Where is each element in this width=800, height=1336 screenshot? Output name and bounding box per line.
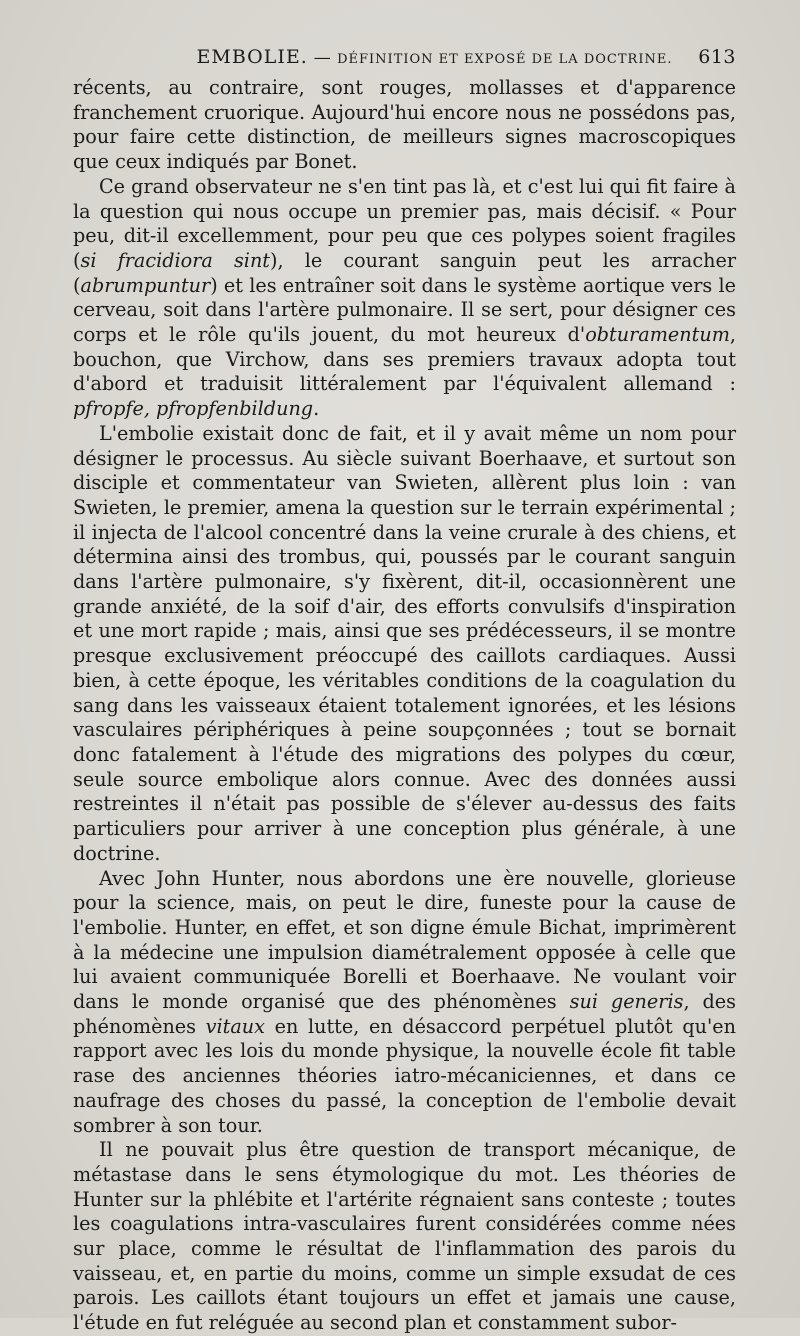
text-run: ), le courant sanguin peut les arracher ( xyxy=(73,248,736,297)
italic-term: abrumpuntur xyxy=(80,273,211,297)
paragraph-p4 xyxy=(73,1138,736,1336)
text-run: , bouchon, que Virchow, dans ses premiers travaux adopta tout d'abord et traduisit littéralement par l'équivalent allemand : xyxy=(73,323,736,396)
text-run: récents, au contraire, sont rouges, mollasses et d'apparence franchement cruorique. Aujourd'hui encore nous ne possédons pas, pour faire cette distinction, de meilleurs signes macroscopiques que ceux indiqués par Bonet. xyxy=(73,76,736,174)
italic-term: vitaux xyxy=(205,1014,265,1038)
running-head-dash: — xyxy=(313,48,332,68)
italic-term: si fracidiora sint xyxy=(80,248,271,272)
text-run: Il ne pouvait plus être question de transport mécanique, de métastase dans le sens étymologique du mot. Les théories de Hunter sur la phlébite et l'artérite régnaient sans conteste ; toutes les coagulations intra-vasculaires furent considérées comme nées sur place, comme le résultat de l'inflammation des parois du vaisseau, et, en partie du moins, comme un simple exsudat de ces parois. Les caillots étant toujours un effet et jamais une cause, l'étude en fut reléguée au second plan et constamment subor- xyxy=(73,1138,736,1335)
paragraph-p0 xyxy=(73,76,736,175)
text-run: , des phénomènes xyxy=(73,990,736,1038)
text-run: . xyxy=(313,397,320,421)
text-run: L'embolie existait donc de fait, et il y avait même un nom pour désigner le processus. Au siècle suivant Boerhaave, et surtout son disciple et commentateur van Swieten, allèrent plus loin : van Swieten, le premier, amena la question sur le terrain expérimental ; il injecta de l'alcool concentré dans la veine crurale à des chiens, et détermina ainsi des trombus, qui, poussés par le courant sanguin dans l'artère pulmonaire, s'y fixèrent, dit-il, occasionnèrent une grande anxiété, de la soif d'air, des efforts convulsifs d'inspiration et une mort rapide ; mais, ainsi que ses prédécesseurs, il se montre presque exclusivement préoccupé des caillots cardiaques. Aussi bien, à cette époque, les véritables conditions de la coagulation du sang dans les vaisseaux étaient totalement ignorées, et les lésions vasculaires périphériques à peine soupçonnées ; tout se bornait donc fatalement à l'étude des migrations des polypes du cœur, seule source embolique alors connue. Avec des données aussi restreintes il n'était pas possible de s'élever au-dessus des faits particuliers pour arriver à une conception plus générale, à une doctrine. xyxy=(73,421,736,865)
body-text xyxy=(73,76,736,1336)
running-head-title: EMBOLIE. xyxy=(196,46,308,68)
text-run: Avec John Hunter, nous abordons une ère nouvelle, glorieuse pour la science, mais, on peut le dire, funeste pour la cause de l'embolie. Hunter, en effet, et son digne émule Bichat, imprimèrent à la médecine une impulsion diamétralement opposée à celle que lui avaient communiquée Borelli et Boerhaave. Ne voulant voir dans le monde organisé que des phénomènes xyxy=(73,866,736,1014)
paragraph-p3 xyxy=(73,867,736,1139)
text-run: ) et les entraîner soit dans le système aortique vers le cerveau, soit dans l'artère pulmonaire. Il se sert, pour désigner ces corps et le rôle qu'ils jouent, du mot heureux d' xyxy=(73,273,736,347)
italic-term: sui generis xyxy=(569,990,684,1014)
paragraph-p2 xyxy=(73,422,736,867)
page-number: 613 xyxy=(698,46,736,68)
italic-term: obturamentum xyxy=(585,323,730,347)
text-run: Ce grand observateur ne s'en tint pas là, et c'est lui qui fit faire à la question qui nous occupe un premier pas, mais décisif. « Pour peu, dit-il excellemment, pour peu que ces polypes soient fragiles ( xyxy=(73,174,736,272)
running-head xyxy=(133,46,736,76)
paragraph-p1 xyxy=(73,175,736,422)
text-run: en lutte, en désaccord perpétuel plutôt qu'en rapport avec les lois du monde physique, la nouvelle école fit table rase des anciennes théories iatro-mécaniciennes, et dans ce naufrage des choses du passé, la conception de l'embolie devait sombrer à son tour. xyxy=(73,1014,736,1137)
running-head-subtitle: DÉFINITION ET EXPOSÉ DE LA DOCTRINE. xyxy=(337,52,673,67)
italic-term: pfropfe, pfropfenbildung xyxy=(73,397,314,421)
